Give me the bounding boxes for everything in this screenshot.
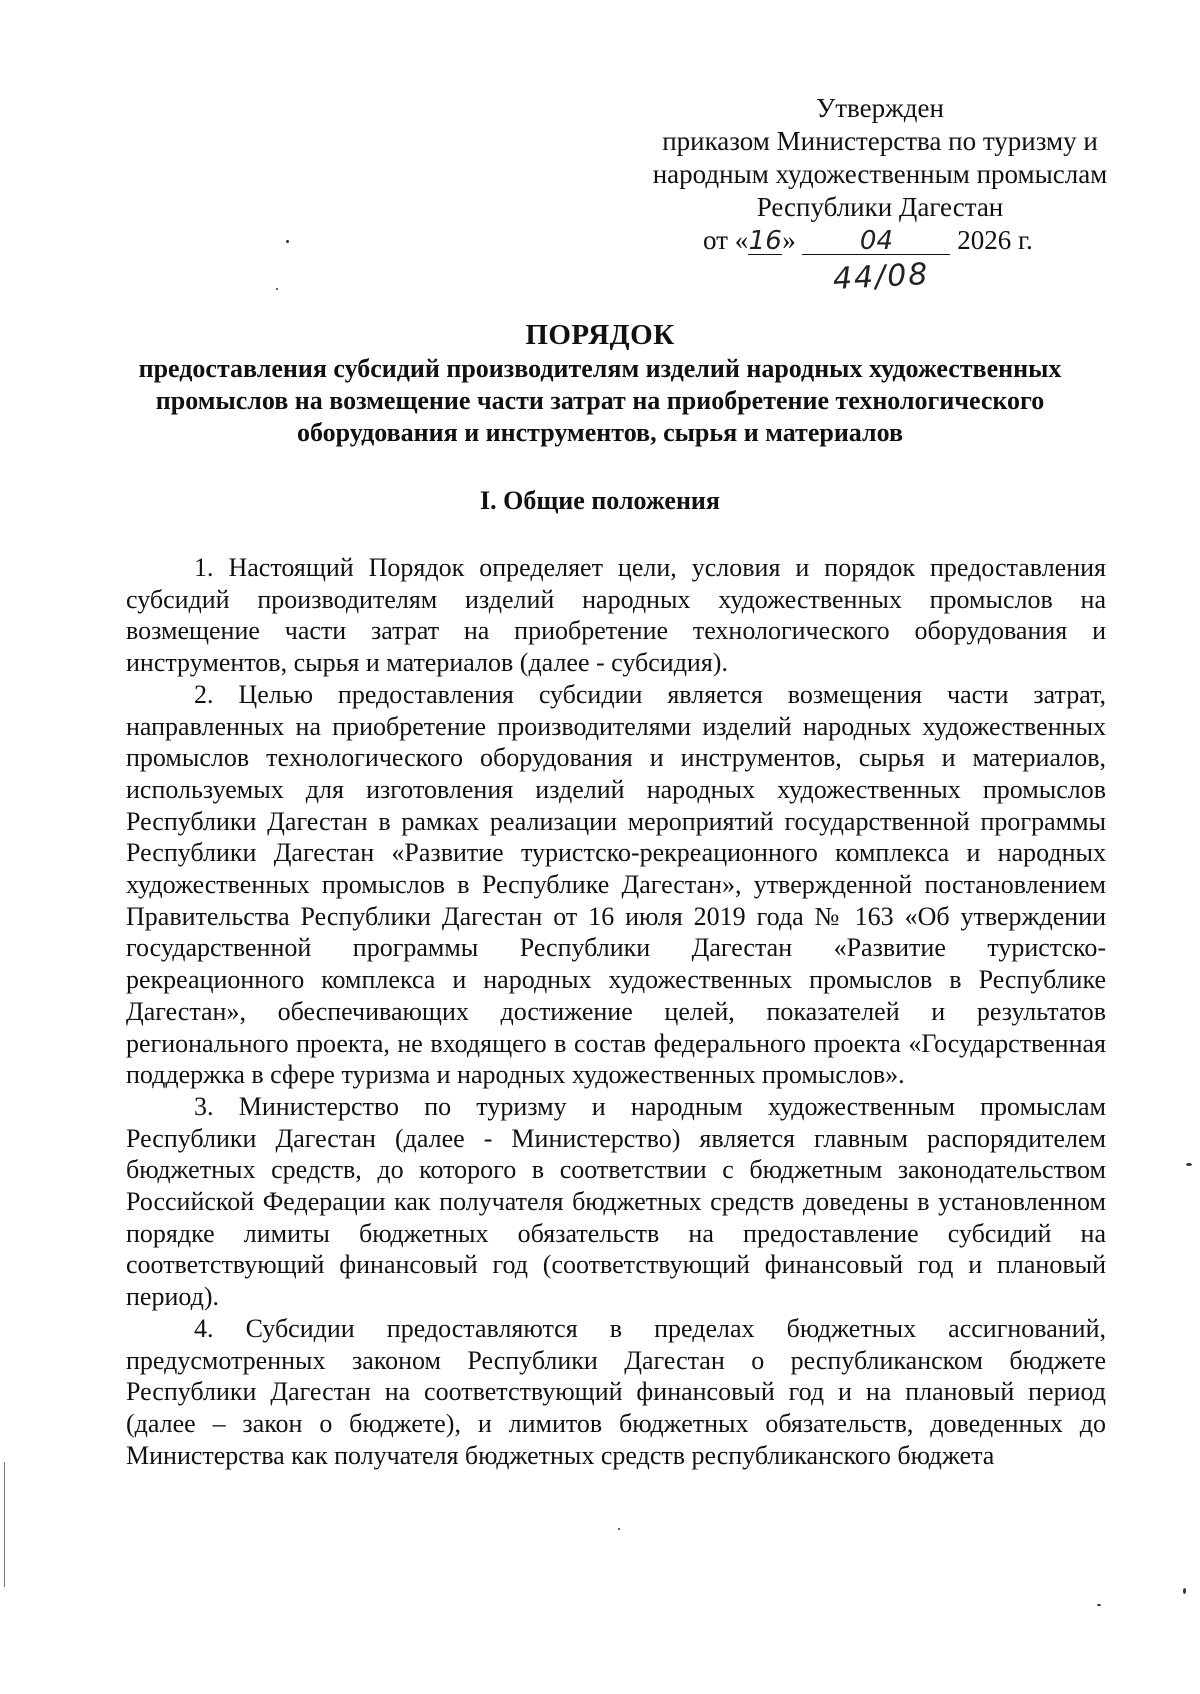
date-prefix: от « [703, 225, 749, 255]
approval-line-3: народным художественным промыслам [652, 159, 1108, 189]
approval-line-4: Республики Дагестан [756, 192, 1004, 222]
scan-speck [276, 288, 278, 290]
scan-speck [1183, 1588, 1186, 1594]
title-sub-line-3: оборудования и инструментов, сырья и материалов [296, 418, 904, 447]
scan-speck [1097, 1604, 1101, 1606]
date-month [802, 227, 950, 255]
date-month-handwritten: 04 [859, 226, 893, 256]
paragraph-1: 1. Настоящий Порядок определяет цели, условия и порядок предоставления субсидий производителям изделий народных художественных промыслов на возмещение части затрат на приобретение технологического оборудования и инструментов, сырья и материалов (далее - субсидия). [126, 553, 1106, 678]
title-sub-line-1: предоставления субсидий производителям изделий народных художественных [138, 354, 1062, 383]
order-number-handwritten: 44/08 [832, 256, 931, 297]
paragraph-2: 2. Целью предоставления субсидии является возмещения части затрат, направленных на приобретение производителями изделий народных художественных промыслов технологического оборудования и инструментов, сырья и материалов, используемых для изготовления изделий народных художественных промыслов Республики Дагестан в рамках реализации мероприятий государственной программы Республики Дагестан «Развитие туристско-рекреационного комплекса и народных художественных промыслов в Республике Дагестан», утвержденной постановлением Правительства Республики Дагестан от 16 июля 2019 года № 163 «Об утверждении государственной программы Республики Дагестан «Развитие туристско-рекреационного комплекса и народных художественных промыслов в Республике Дагестан», обеспечивающих достижение целей, показателей и результатов регионального проекта, не входящего в состав федерального проекта «Государственная поддержка в сфере туризма и народных художественных промыслов». [126, 679, 1106, 1090]
approval-date-line [703, 224, 1140, 257]
approval-block [620, 92, 1140, 257]
title-main: ПОРЯДОК [525, 319, 675, 351]
scan-speck [618, 1528, 620, 1530]
date-year: 2026 г. [957, 225, 1033, 255]
document-title [120, 317, 1080, 449]
date-day-handwritten: 16 [748, 226, 782, 256]
title-sub-line-2: промыслов на возмещение части затрат на приобретение технологического [155, 386, 1045, 415]
scan-speck [286, 240, 289, 243]
date-day [748, 227, 782, 255]
body-text [126, 552, 1106, 1471]
scan-speck [1186, 1163, 1192, 1166]
paragraph-3: 3. Министерство по туризму и народным художественным промыслам Республики Дагестан (далее - Министерство) является главным распорядителем бюджетных средств, до которого в соответствии с бюджетным законодательством Российской Федерации как получателя бюджетных средств доведены в установленном порядке лимиты бюджетных обязательств на предоставление субсидий на соответствующий финансовый год (соответствующий финансовый год и плановый период). [126, 1091, 1106, 1312]
scan-margin-line [4, 1462, 5, 1587]
paragraph-4: 4. Субсидии предоставляются в пределах бюджетных ассигнований, предусмотренных законом Республики Дагестан о республиканском бюджете Республики Дагестан на соответствующий финансовый год и на плановый период (далее – закон о бюджете), и лимитов бюджетных обязательств, доведенных до Министерства как получателя бюджетных средств республиканского бюджета [126, 1313, 1106, 1470]
approval-line-1: Утвержден [816, 93, 944, 123]
date-mid: » [782, 225, 796, 255]
section-heading: I. Общие положения [480, 486, 720, 515]
approval-line-2: приказом Министерства по туризму и [662, 126, 1098, 156]
